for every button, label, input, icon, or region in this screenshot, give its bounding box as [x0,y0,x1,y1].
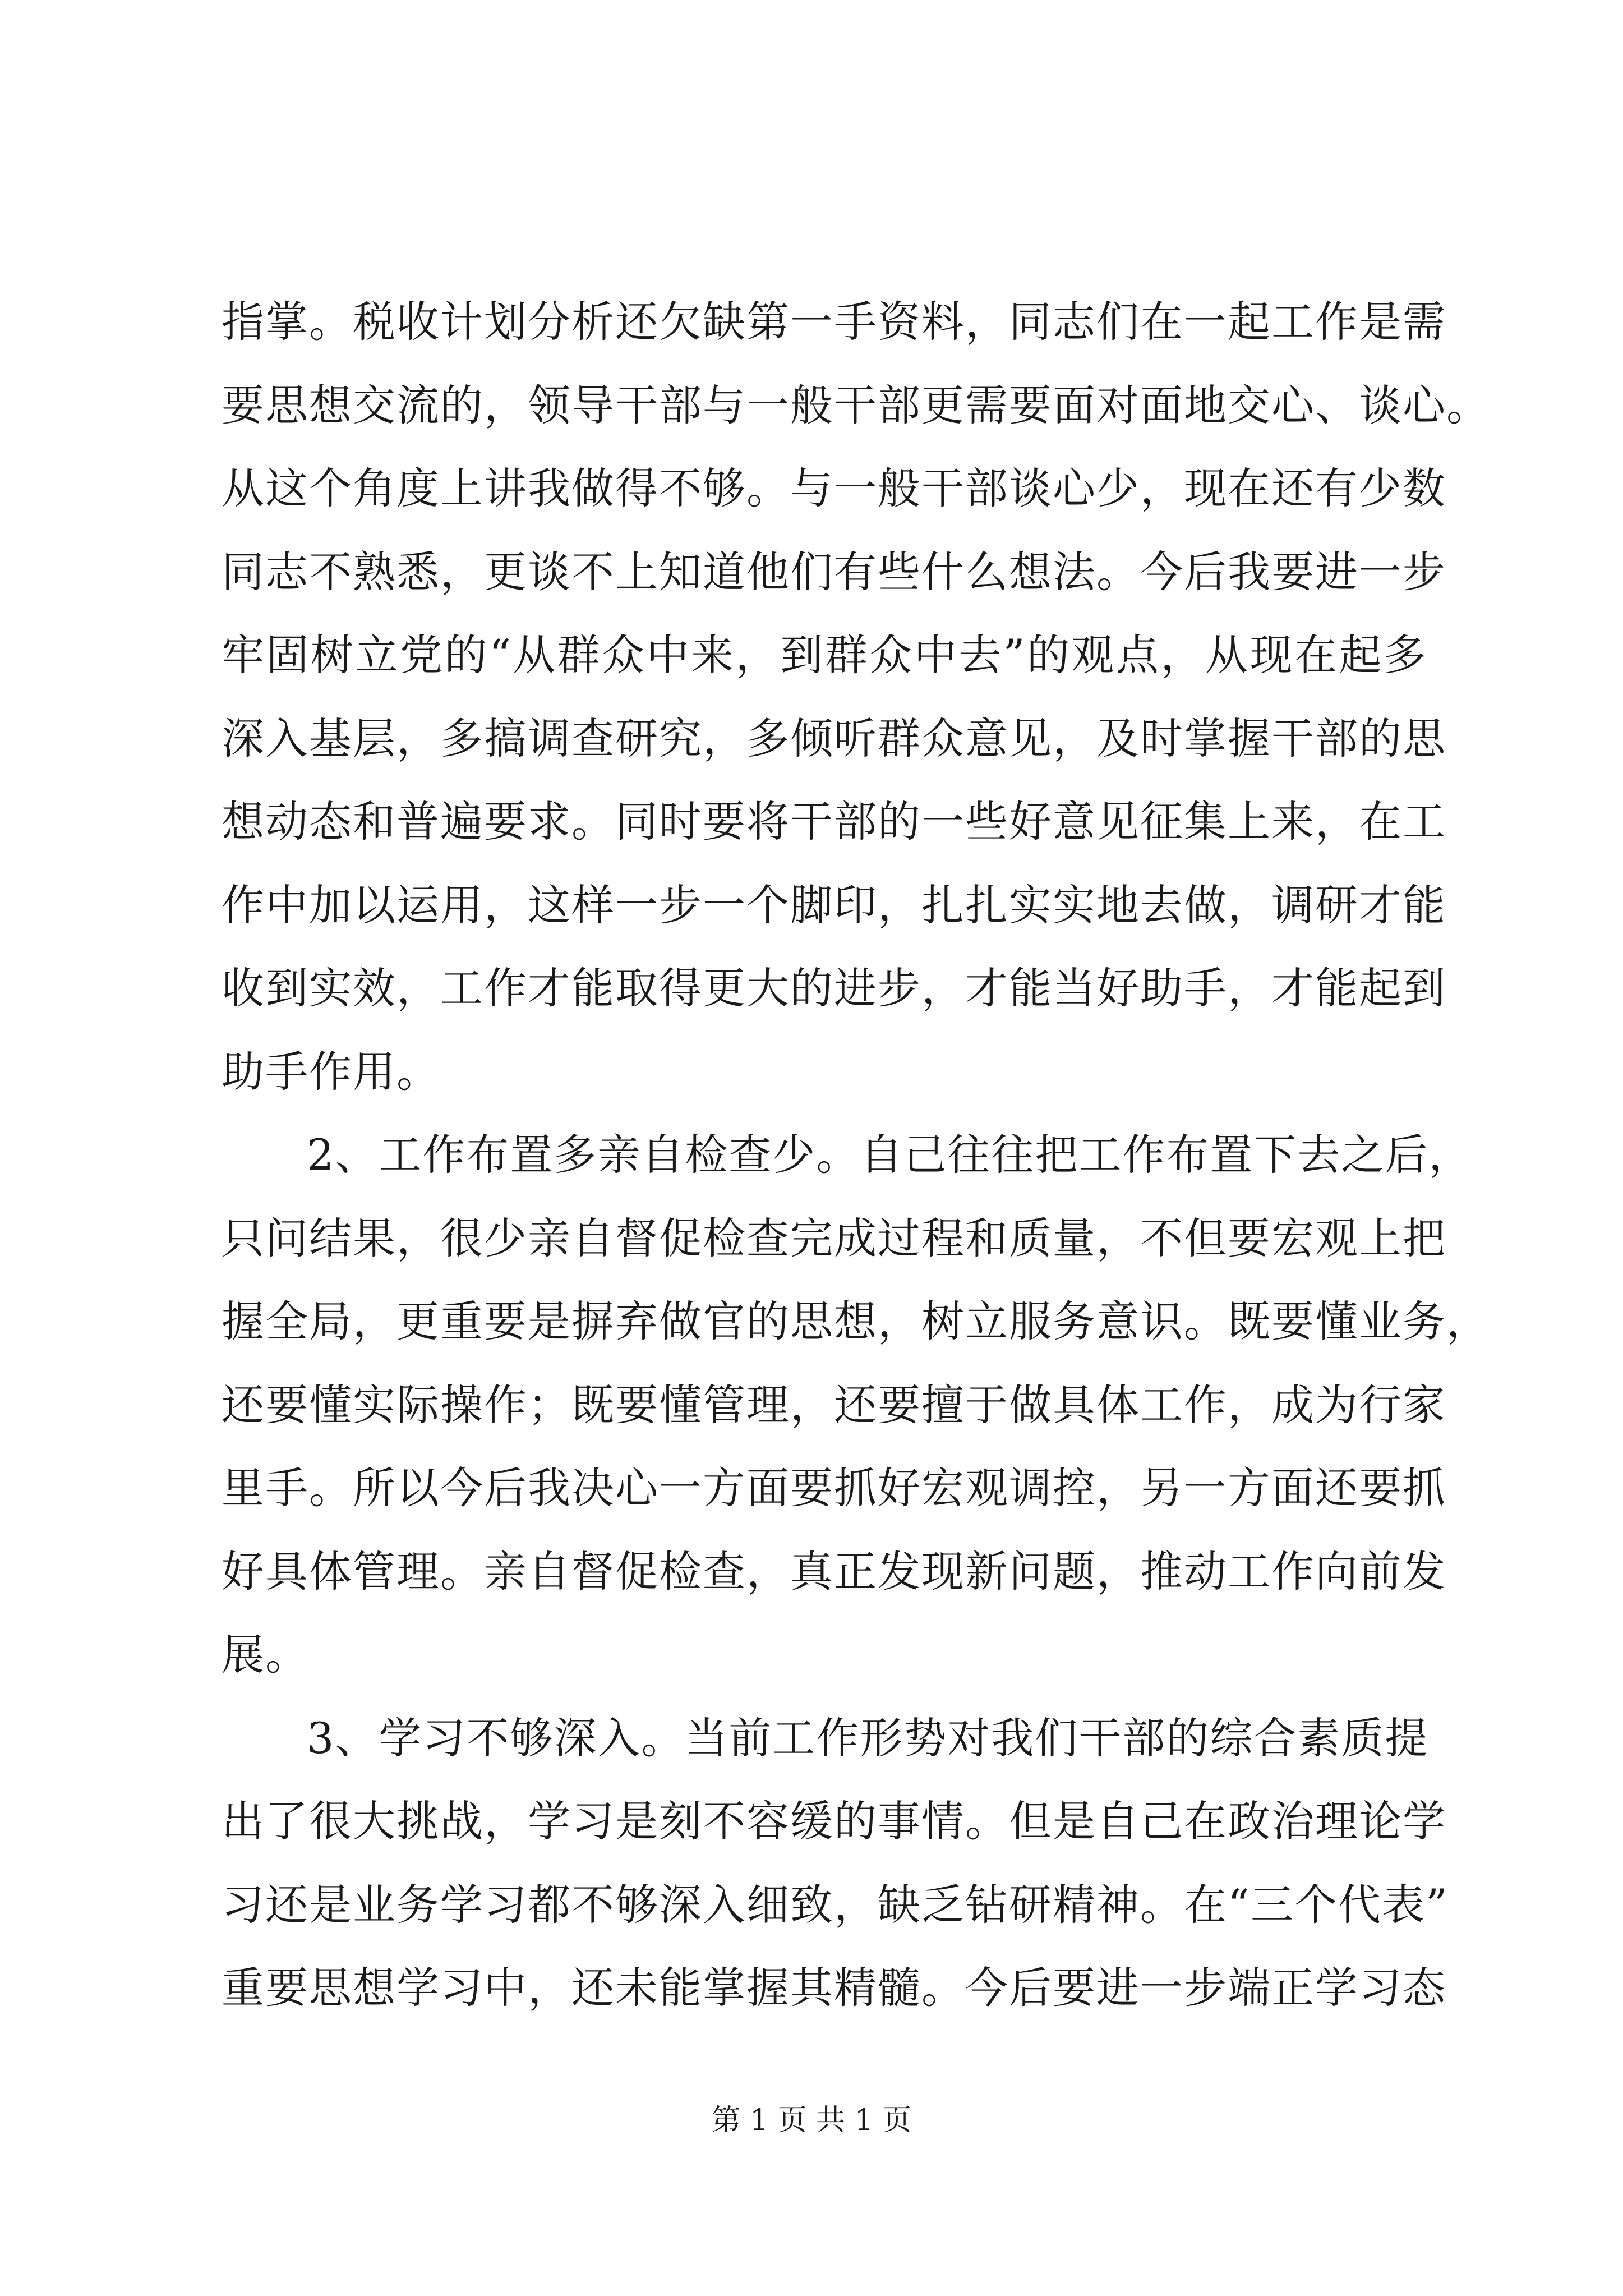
text-line: 想动态和普遍要求。同时要将干部的一些好意见征集上来，在工 [222,797,1446,846]
text-line: 助手作用。 [222,1046,440,1097]
text-line: 展。 [222,1630,309,1680]
text-line: 深入基层，多搞调查研究，多倾听群众意见，及时掌握干部的思 [222,713,1446,763]
text-line: 好具体管理。亲自督促检查，真正发现新问题，推动工作向前发 [222,1546,1446,1596]
text-line: 里手。所以今后我决心一方面要抓好宏观调控，另一方面还要抓 [222,1463,1446,1513]
text-line: 习还是业务学习都不够深入细致，缺乏钻研精神。在“三个代表” [222,1879,1449,1930]
text-line: 作中加以运用，这样一步一个脚印，扎扎实实地去做，调研才能 [222,880,1446,930]
text-line: 收到实效，工作才能取得更大的进步，才能当好助手，才能起到 [222,963,1446,1013]
text-line: 出了很大挑战，学习是刻不容缓的事情。但是自己在政治理论学 [222,1796,1446,1846]
paragraph-first-line: 2、工作布置多亲自检查少。自己往往把工作布置下去之后， [307,1130,1473,1180]
page-number-footer: 第 1 页 共 1 页 [711,2104,912,2137]
text-line: 只问结果，很少亲自督促检查完成过程和质量，不但要宏观上把 [222,1213,1446,1263]
text-line: 牢固树立党的“从群众中来，到群众中去”的观点，从现在起多 [222,630,1427,680]
text-line: 从这个角度上讲我做得不够。与一般干部谈心少，现在还有少数 [222,463,1446,513]
paragraph-first-line: 3、学习不够深入。当前工作形势对我们干部的综合素质提 [307,1713,1429,1763]
text-line: 指掌。税收计划分析还欠缺第一手资料，同志们在一起工作是需 [222,297,1446,347]
body-text [222,280,1490,2030]
text-line: 重要思想学习中，还未能掌握其精髓。今后要进一步端正学习态 [222,1963,1446,2013]
text-line: 握全局，更重要是摒弃做官的思想，树立服务意识。既要懂业务， [222,1296,1490,1346]
text-line: 同志不熟悉，更谈不上知道他们有些什么想法。今后我要进一步 [222,546,1446,597]
text-line: 还要懂实际操作；既要懂管理，还要擅于做具体工作，成为行家 [222,1379,1446,1430]
text-line: 要思想交流的，领导干部与一般干部更需要面对面地交心、谈心。 [222,380,1490,430]
